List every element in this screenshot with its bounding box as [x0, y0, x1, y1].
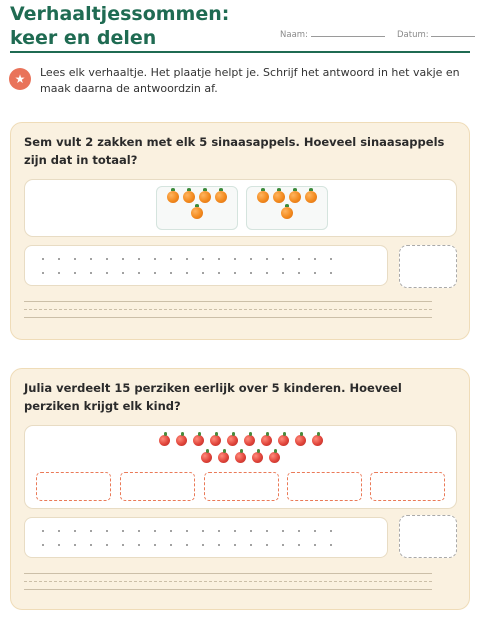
- bag-group: [156, 186, 238, 230]
- calculation-area-1[interactable]: [24, 245, 388, 286]
- date-blank-line[interactable]: [431, 30, 475, 37]
- peach-icon: [210, 435, 221, 446]
- answer-sentence-line[interactable]: [24, 573, 432, 574]
- peach-icon: [312, 435, 323, 446]
- answer-sentence-line[interactable]: [24, 301, 432, 302]
- exercise-card-1: [10, 122, 470, 340]
- exercise-card-2: [10, 368, 470, 610]
- answer-box-2[interactable]: [399, 515, 457, 558]
- question-text-2: Julia verdeelt 15 perziken eerlijk over 5 kinderen. Hoeveel perziken krijgt elk kind?: [24, 381, 402, 413]
- name-blank-line[interactable]: [311, 30, 385, 37]
- orange-icon: [215, 191, 227, 203]
- share-box[interactable]: [120, 472, 195, 501]
- worksheet-title: Verhaaltjessommen: keer en delen: [10, 3, 230, 49]
- peach-icon: [193, 435, 204, 446]
- peach-icon: [244, 435, 255, 446]
- peach-icon: [201, 452, 212, 463]
- peach-icon: [252, 452, 263, 463]
- share-box[interactable]: [36, 472, 111, 501]
- date-field[interactable]: [397, 30, 475, 40]
- orange-icon: [305, 191, 317, 203]
- share-box[interactable]: [370, 472, 445, 501]
- orange-icon: [281, 207, 293, 219]
- peach-icon: [218, 452, 229, 463]
- answer-box-1[interactable]: [399, 245, 457, 288]
- question-text-1: Sem vult 2 zakken met elk 5 sinaasappels. Hoeveel sinaasappels zijn dat in totaal?: [24, 135, 445, 167]
- peach-icon: [227, 435, 238, 446]
- orange-icon: [191, 207, 203, 219]
- name-field[interactable]: [280, 30, 385, 40]
- bag-group: [246, 186, 328, 230]
- date-label: Datum:: [397, 30, 429, 40]
- peach-icon: [269, 452, 280, 463]
- orange-icon: [273, 191, 285, 203]
- instructions-text: Lees elk verhaaltje. Het plaatje helpt je. Schrijf het antwoord in het vakje en maak daarna de antwoordzin af.: [40, 66, 460, 95]
- orange-icon: [183, 191, 195, 203]
- picture-box-2: [24, 425, 457, 509]
- name-label: Naam:: [280, 30, 308, 40]
- answer-sentence-guide: [24, 581, 432, 582]
- peach-icon: [159, 435, 170, 446]
- orange-icon: [199, 191, 211, 203]
- peach-icon: [295, 435, 306, 446]
- share-box[interactable]: [204, 472, 279, 501]
- peach-icon: [278, 435, 289, 446]
- calculation-area-2[interactable]: [24, 517, 388, 558]
- answer-sentence-line[interactable]: [24, 317, 432, 318]
- peach-icon: [261, 435, 272, 446]
- orange-icon: [257, 191, 269, 203]
- orange-icon: [289, 191, 301, 203]
- header-divider: [10, 51, 470, 53]
- picture-box-1: [24, 179, 457, 237]
- peach-icon: [176, 435, 187, 446]
- share-box[interactable]: [287, 472, 362, 501]
- peach-icon: [235, 452, 246, 463]
- answer-sentence-line[interactable]: [24, 589, 432, 590]
- orange-icon: [167, 191, 179, 203]
- answer-sentence-guide: [24, 309, 432, 310]
- star-icon: ★: [9, 68, 31, 90]
